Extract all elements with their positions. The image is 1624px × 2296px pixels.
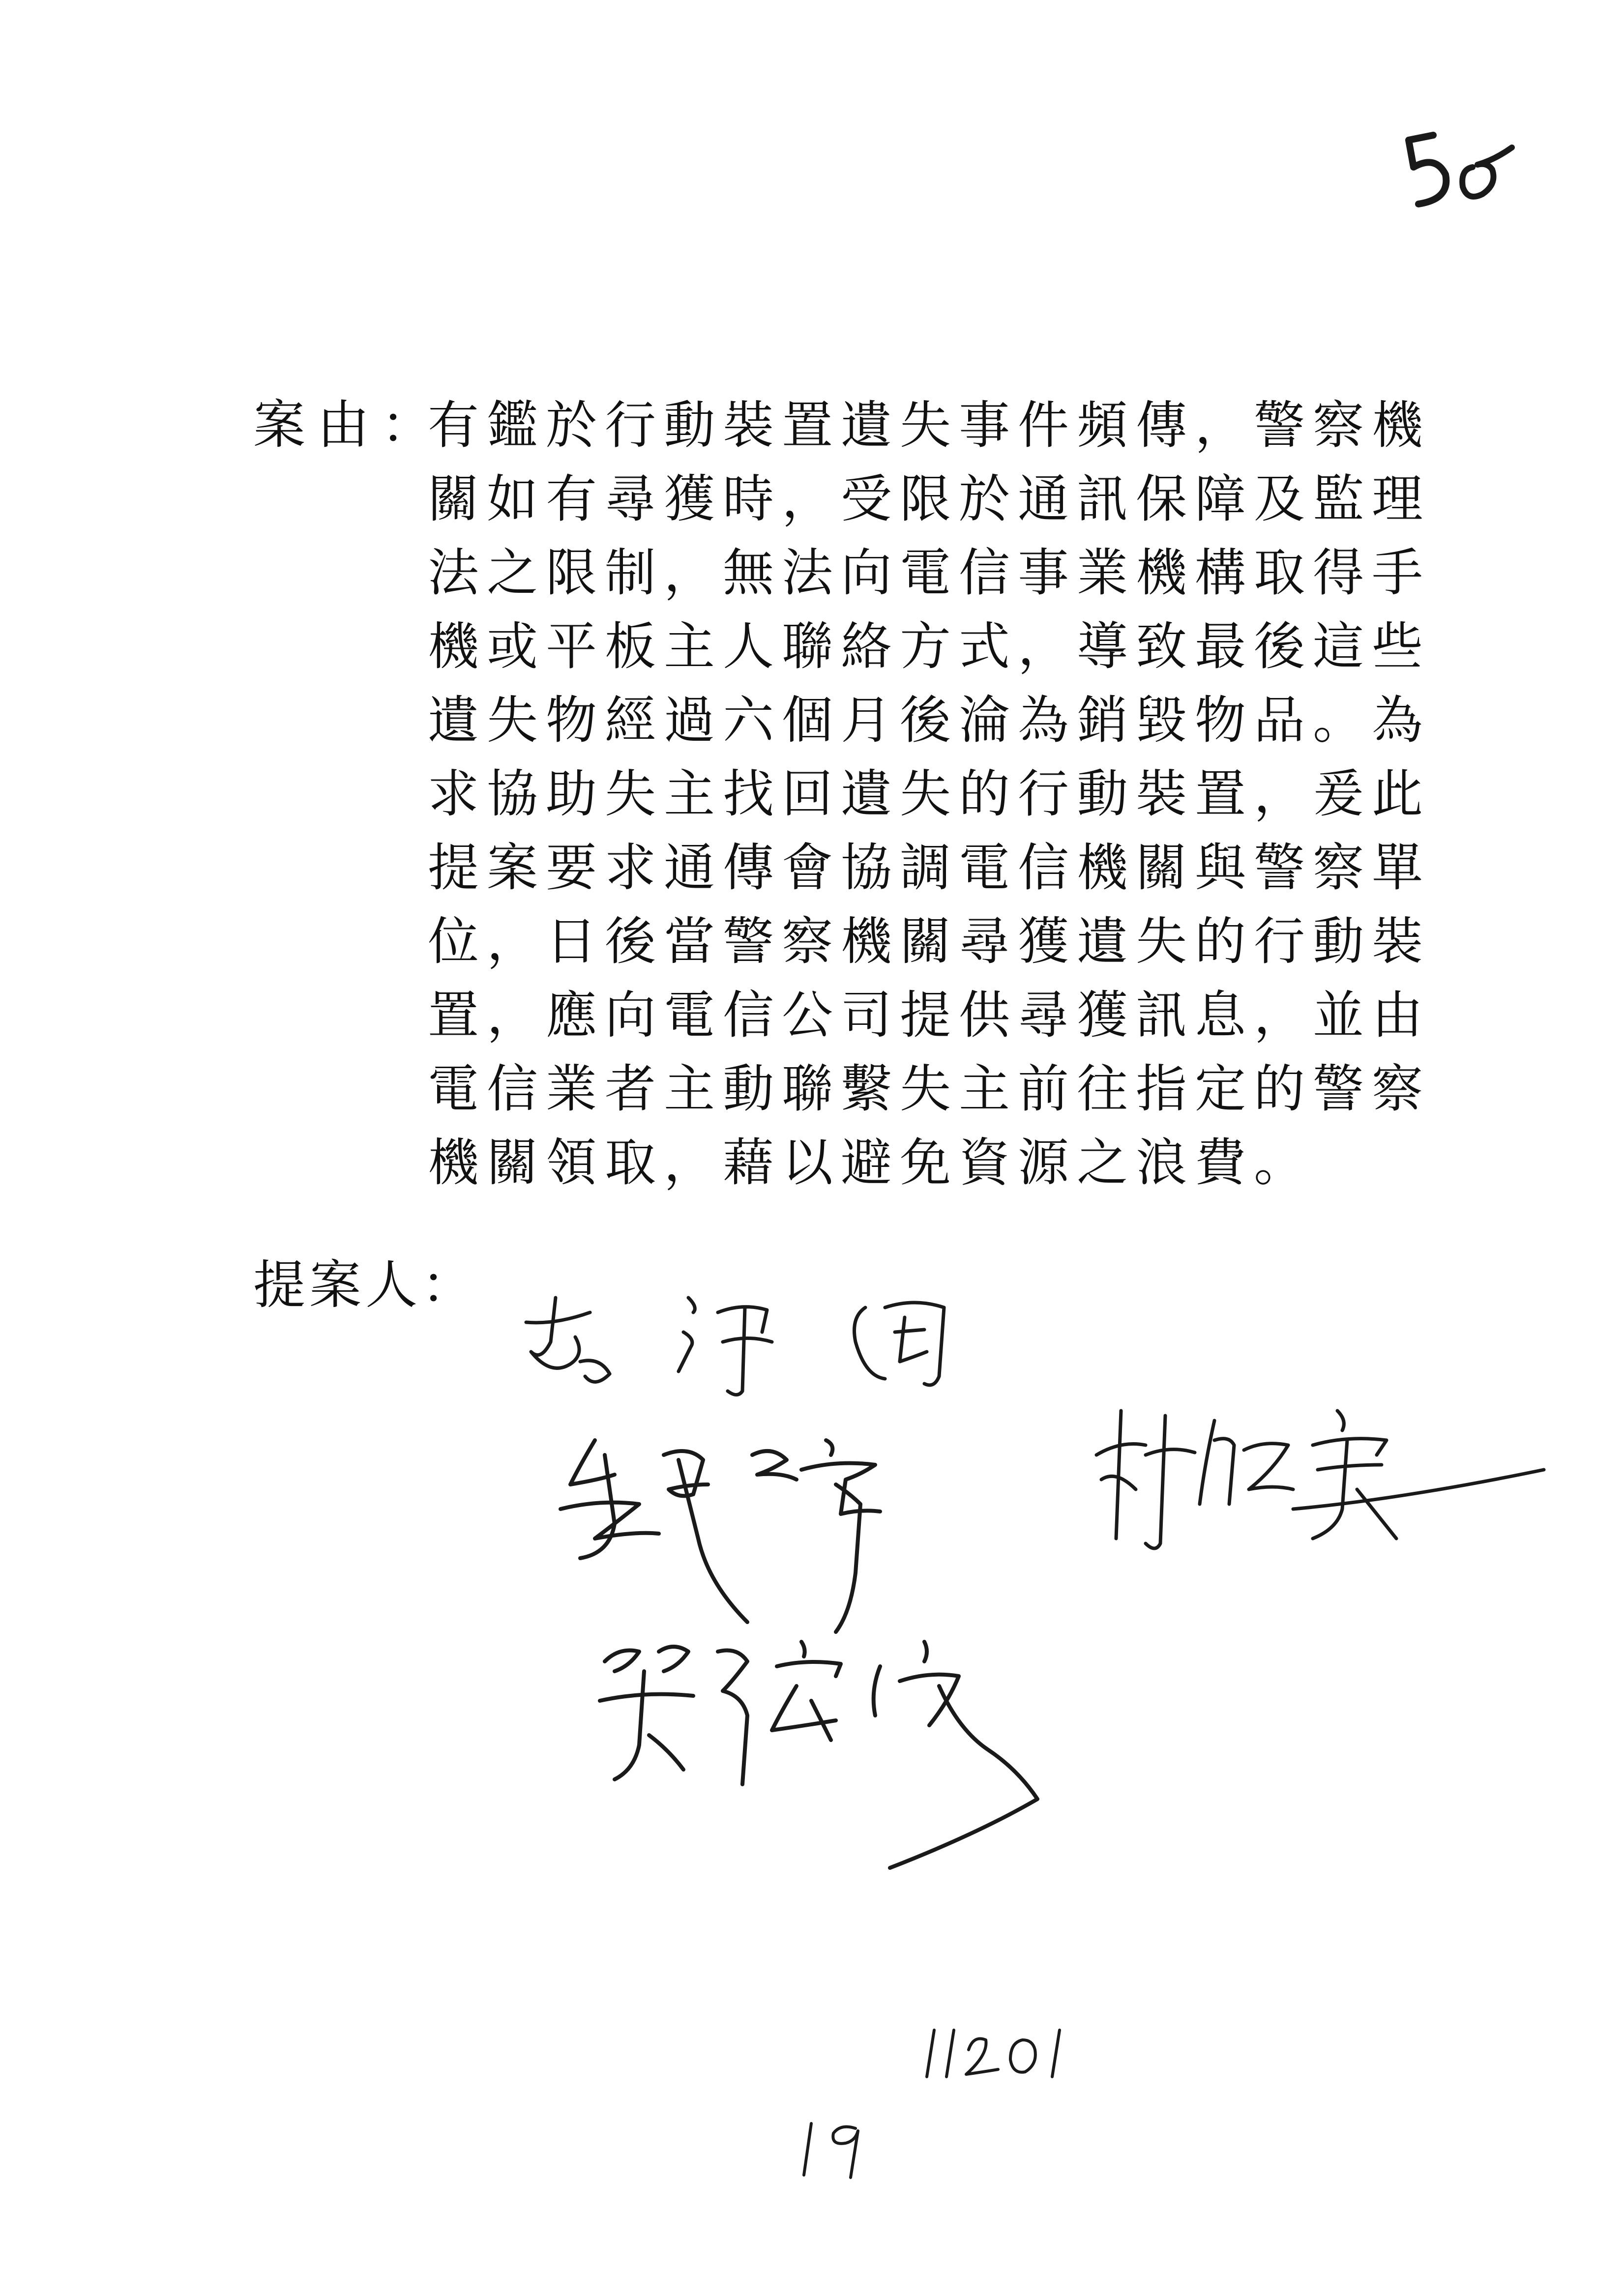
case-line: 位，日後當警察機關尋獲遺失的行動裝 xyxy=(428,911,1431,971)
handwritten-page-number xyxy=(1399,120,1517,214)
case-reason-body xyxy=(428,388,1431,1199)
case-line: 電信業者主動聯繫失主前往指定的警察 xyxy=(428,1059,1431,1119)
handwritten-date-mark xyxy=(919,2020,1072,2084)
handwritten-folio-mark xyxy=(797,2114,870,2182)
signature-2 xyxy=(541,1425,1003,1642)
signature-1 xyxy=(511,1278,983,1406)
case-line: 遺失物經過六個月後淪為銷毀物品。為 xyxy=(428,690,1431,750)
case-reason-label: 案由： xyxy=(253,395,445,455)
case-line: 求協助失主找回遺失的行動裝置，爰此 xyxy=(428,764,1431,824)
case-line: 置，應向電信公司提供尋獲訊息，並由 xyxy=(428,985,1431,1045)
proposer-label: 提案人： xyxy=(253,1255,477,1315)
case-line: 有鑑於行動裝置遺失事件頻傳，警察機 xyxy=(428,395,1431,455)
case-line: 機或平板主人聯絡方式，導致最後這些 xyxy=(428,616,1431,676)
case-line: 機關領取，藉以避免資源之浪費。 xyxy=(428,1133,1313,1192)
case-line: 關如有尋獲時，受限於通訊保障及監理 xyxy=(428,469,1431,529)
case-line: 法之限制，無法向電信事業機構取得手 xyxy=(428,543,1431,603)
signature-4 xyxy=(585,1622,1077,1878)
signature-3 xyxy=(1082,1391,1549,1578)
case-line: 提案要求通傳會協調電信機關與警察單 xyxy=(428,838,1431,898)
